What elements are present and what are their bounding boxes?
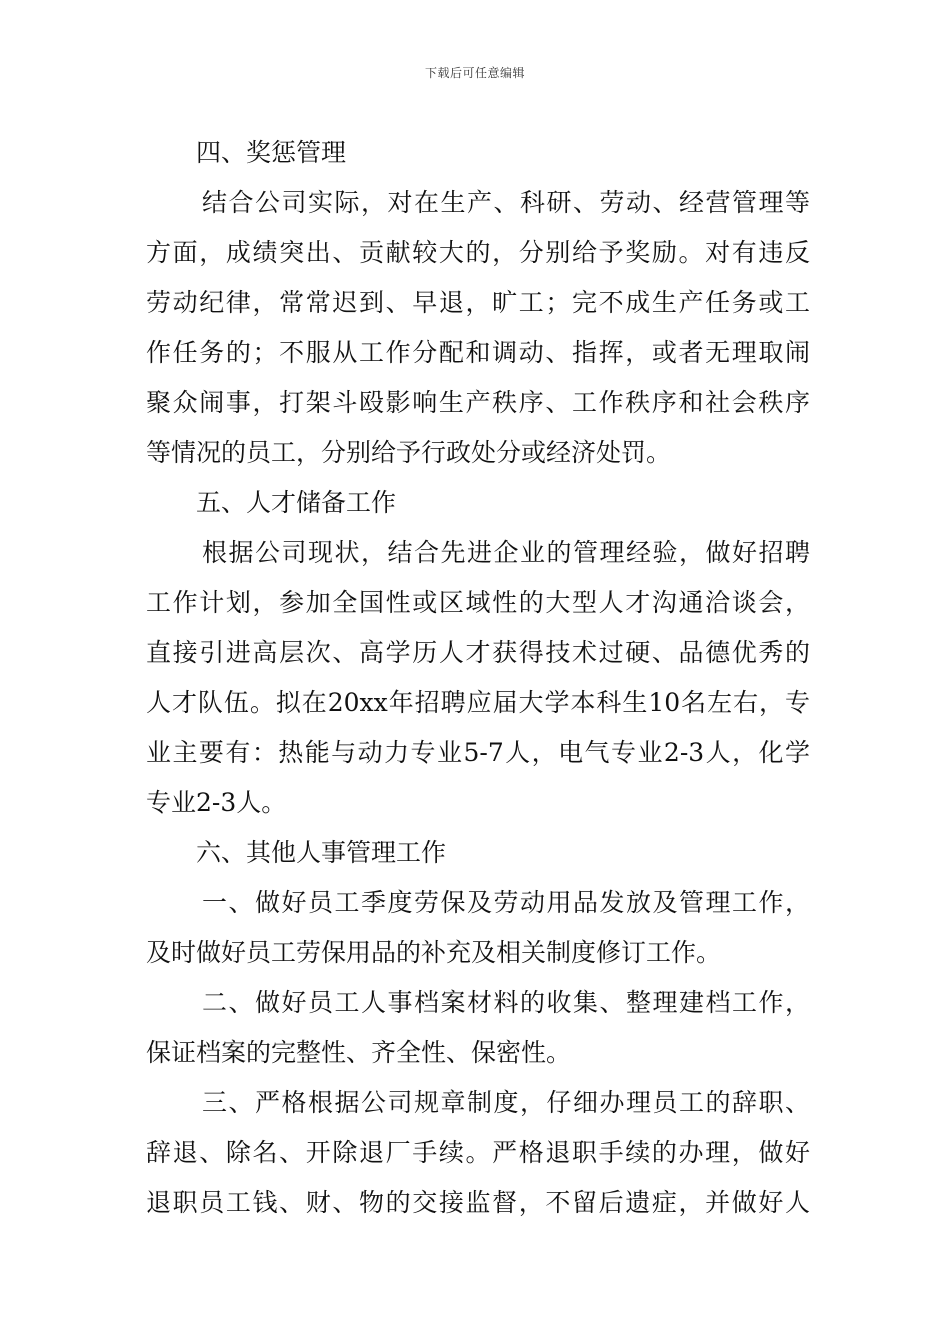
- section-heading: 四、奖惩管理: [196, 138, 347, 167]
- paragraph-line: 人才队伍。拟在20xx年招聘应届大学本科生10名左右，专: [146, 688, 810, 717]
- paragraph-line: 作任务的；不服从工作分配和调动、指挥，或者无理取闹: [146, 338, 810, 367]
- paragraph-line: 专业2-3人。: [146, 788, 287, 817]
- page-header: 下载后可任意编辑: [424, 66, 525, 80]
- paragraph-line: 保证档案的完整性、齐全性、保密性。: [146, 1038, 572, 1067]
- section-heading: 六、其他人事管理工作: [196, 838, 447, 867]
- paragraph-line: 劳动纪律，常常迟到、早退，旷工；完不成生产任务或工: [146, 288, 810, 317]
- paragraph-line: 退职员工钱、财、物的交接监督，不留后遗症，并做好人: [146, 1188, 810, 1217]
- document-body: [146, 128, 810, 1228]
- paragraph-line: 辞退、除名、开除退厂手续。严格退职手续的办理，做好: [146, 1138, 810, 1167]
- paragraph-line: 等情况的员工，分别给予行政处分或经济处罚。: [146, 438, 672, 467]
- paragraph-line: 二、做好员工人事档案材料的收集、整理建档工作，: [202, 988, 810, 1017]
- paragraph-line: 方面，成绩突出、贡献较大的，分别给予奖励。对有违反: [146, 238, 810, 267]
- paragraph-line: 三、严格根据公司规章制度，仔细办理员工的辞职、: [202, 1088, 810, 1117]
- paragraph-line: 直接引进高层次、高学历人才获得技术过硬、品德优秀的: [146, 638, 810, 667]
- paragraph-line: 及时做好员工劳保用品的补充及相关制度修订工作。: [146, 938, 722, 967]
- section-heading: 五、人才储备工作: [196, 488, 397, 517]
- paragraph-line: 一、做好员工季度劳保及劳动用品发放及管理工作，: [202, 888, 810, 917]
- paragraph-line: 结合公司实际，对在生产、科研、劳动、经营管理等: [202, 188, 810, 217]
- paragraph-line: 根据公司现状，结合先进企业的管理经验，做好招聘: [202, 538, 810, 567]
- paragraph-line: 业主要有：热能与动力专业5-7人，电气专业2-3人，化学: [146, 738, 810, 767]
- paragraph-line: 聚众闹事，打架斗殴影响生产秩序、工作秩序和社会秩序: [146, 388, 810, 417]
- paragraph-line: 工作计划，参加全国性或区域性的大型人才沟通洽谈会，: [146, 588, 810, 617]
